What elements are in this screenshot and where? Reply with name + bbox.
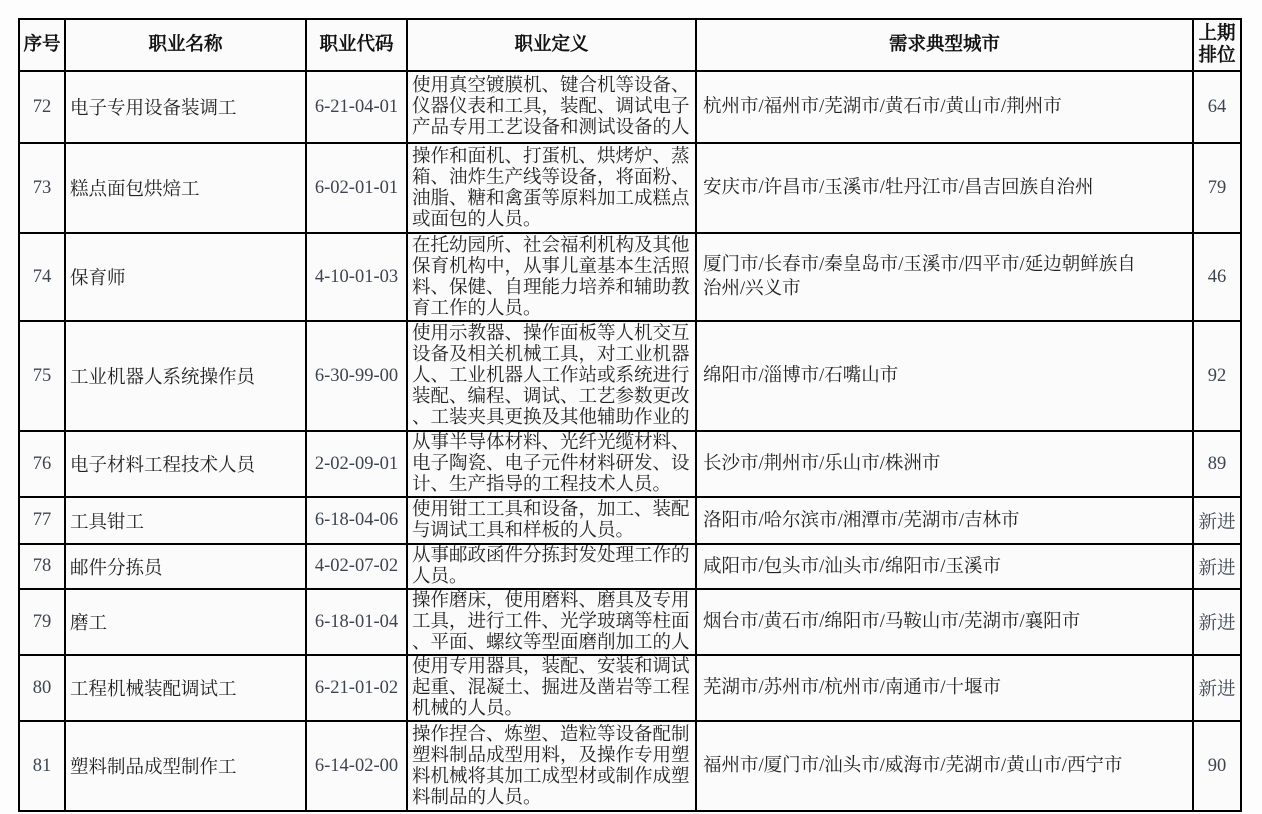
occupation-code-cell: 6-14-02-00: [306, 721, 407, 811]
definition-cell: 在托幼园所、社会福利机构及其他保育机构中，从事儿童基本生活照料、保健、自理能力培养和辅助教育工作的人员。: [407, 233, 696, 321]
rank-cell: 64: [1193, 71, 1241, 143]
definition-cell: 使用示教器、操作面板等人机交互设备及相关机械工具，对工业机器人、工业机器人工作站或系统进行装配、编程、调试、工艺参数更改、工装夹具更换及其他辅助作业的: [407, 321, 696, 431]
table-row: [19, 71, 1241, 143]
occupation-name-cell: 保育师: [65, 233, 306, 321]
occupation-code-cell: 6-18-01-04: [306, 589, 407, 655]
occupation-code-cell: 6-21-01-02: [306, 655, 407, 721]
serial-cell: 79: [19, 589, 65, 655]
occupation-name-cell: 电子专用设备装调工: [65, 71, 306, 143]
rank-cell: 新进: [1193, 544, 1241, 589]
cities-cell: 安庆市/许昌市/玉溪市/牡丹江市/昌吉回族自治州: [696, 143, 1193, 233]
definition-cell: 操作捏合、炼塑、造粒等设备配制塑料制品成型用料，及操作专用塑料机械将其加工成型材或制作成塑料制品的人员。: [407, 721, 696, 811]
definition-cell: 操作磨床，使用磨料、磨具及专用工具，进行工件、光学玻璃等柱面、平面、螺纹等型面磨削加工的人: [407, 589, 696, 655]
occupation-code-cell: 4-02-07-02: [306, 544, 407, 589]
definition-cell: 使用钳工工具和设备，加工、装配与调试工具和样板的人员。: [407, 497, 696, 544]
serial-cell: 73: [19, 143, 65, 233]
occupation-name-cell: 工程机械装配调试工: [65, 655, 306, 721]
occupation-name-cell: 塑料制品成型制作工: [65, 721, 306, 811]
table-row: [19, 721, 1241, 811]
occupation-name-cell: 电子材料工程技术人员: [65, 431, 306, 497]
occupation-code-cell: 6-02-01-01: [306, 143, 407, 233]
header-occupation-name: 职业名称: [65, 19, 306, 71]
definition-cell: 从事邮政函件分拣封发处理工作的人员。: [407, 544, 696, 589]
serial-cell: 72: [19, 71, 65, 143]
rank-cell: 新进: [1193, 655, 1241, 721]
cities-cell: 烟台市/黄石市/绵阳市/马鞍山市/芜湖市/襄阳市: [696, 589, 1193, 655]
cities-cell: 厦门市/长春市/秦皇岛市/玉溪市/四平市/延边朝鲜族自治州/兴义市: [696, 233, 1193, 321]
table-row: [19, 143, 1241, 233]
cities-cell: 福州市/厦门市/汕头市/威海市/芜湖市/黄山市/西宁市: [696, 721, 1193, 811]
table-row: [19, 497, 1241, 544]
occupation-name-cell: 工具钳工: [65, 497, 306, 544]
occupation-code-cell: 2-02-09-01: [306, 431, 407, 497]
table-row: [19, 321, 1241, 431]
occupation-name-cell: 糕点面包烘焙工: [65, 143, 306, 233]
rank-cell: 79: [1193, 143, 1241, 233]
table-row: [19, 589, 1241, 655]
definition-cell: 使用专用器具，装配、安装和调试起重、混凝土、掘进及凿岩等工程机械的人员。: [407, 655, 696, 721]
occupation-code-cell: 6-30-99-00: [306, 321, 407, 431]
cities-cell: 洛阳市/哈尔滨市/湘潭市/芜湖市/吉林市: [696, 497, 1193, 544]
serial-cell: 78: [19, 544, 65, 589]
serial-cell: 77: [19, 497, 65, 544]
rank-cell: 89: [1193, 431, 1241, 497]
definition-cell: 操作和面机、打蛋机、烘烤炉、蒸箱、油炸生产线等设备，将面粉、油脂、糖和禽蛋等原料加工成糕点或面包的人员。: [407, 143, 696, 233]
table-row: [19, 431, 1241, 497]
table-row: [19, 544, 1241, 589]
header-demand-cities: 需求典型城市: [696, 19, 1193, 71]
header-serial: 序号: [19, 19, 65, 71]
occupation-code-cell: 4-10-01-03: [306, 233, 407, 321]
header-definition: 职业定义: [407, 19, 696, 71]
occupation-name-cell: 工业机器人系统操作员: [65, 321, 306, 431]
serial-cell: 74: [19, 233, 65, 321]
occupation-ranking-table: [18, 18, 1242, 812]
rank-cell: 新进: [1193, 497, 1241, 544]
header-previous-rank: 上期排位: [1193, 19, 1241, 71]
serial-cell: 75: [19, 321, 65, 431]
serial-cell: 81: [19, 721, 65, 811]
rank-cell: 新进: [1193, 589, 1241, 655]
cities-cell: 芜湖市/苏州市/杭州市/南通市/十堰市: [696, 655, 1193, 721]
definition-cell: 使用真空镀膜机、键合机等设备、仪器仪表和工具，装配、调试电子产品专用工艺设备和测试设备的人: [407, 71, 696, 143]
header-occupation-code: 职业代码: [306, 19, 407, 71]
occupation-code-cell: 6-21-04-01: [306, 71, 407, 143]
rank-cell: 90: [1193, 721, 1241, 811]
cities-cell: 长沙市/荆州市/乐山市/株洲市: [696, 431, 1193, 497]
cities-cell: 咸阳市/包头市/汕头市/绵阳市/玉溪市: [696, 544, 1193, 589]
header-row: [19, 19, 1241, 71]
cities-cell: 绵阳市/淄博市/石嘴山市: [696, 321, 1193, 431]
serial-cell: 80: [19, 655, 65, 721]
table-row: [19, 233, 1241, 321]
table-row: [19, 655, 1241, 721]
occupation-name-cell: 邮件分拣员: [65, 544, 306, 589]
rank-cell: 46: [1193, 233, 1241, 321]
rank-cell: 92: [1193, 321, 1241, 431]
serial-cell: 76: [19, 431, 65, 497]
cities-cell: 杭州市/福州市/芜湖市/黄石市/黄山市/荆州市: [696, 71, 1193, 143]
occupation-code-cell: 6-18-04-06: [306, 497, 407, 544]
definition-cell: 从事半导体材料、光纤光缆材料、电子陶瓷、电子元件材料研发、设计、生产指导的工程技术人员。: [407, 431, 696, 497]
occupation-name-cell: 磨工: [65, 589, 306, 655]
